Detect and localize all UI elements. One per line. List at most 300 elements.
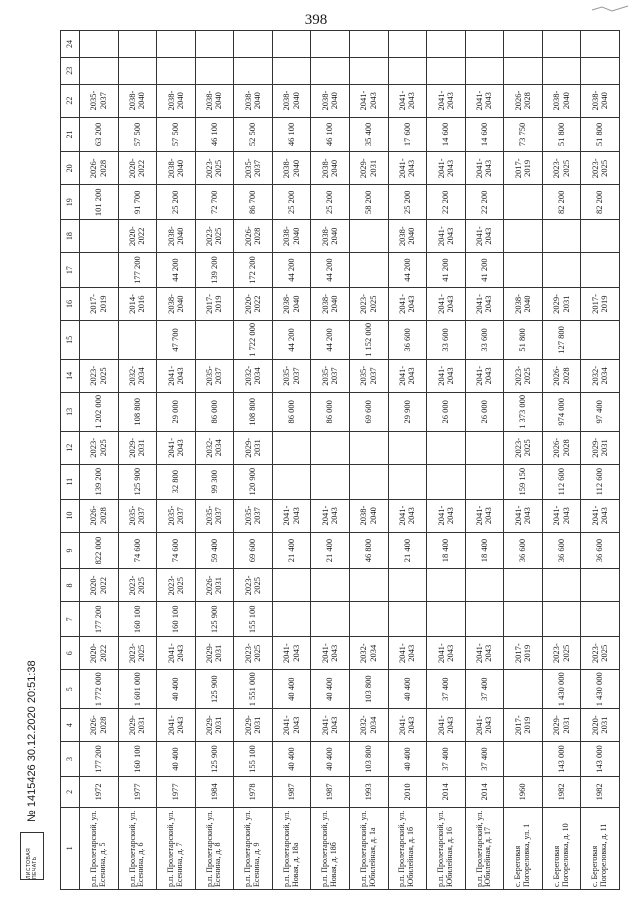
table-cell: 155 100 <box>234 742 273 777</box>
table-cell <box>504 602 543 637</box>
column-header: 20 <box>61 152 80 185</box>
table-cell: 72 700 <box>195 185 234 220</box>
table-cell: 2014 <box>465 777 504 808</box>
table-row <box>234 31 273 890</box>
table-row <box>581 31 620 890</box>
table-cell: 2035-2037 <box>272 359 311 392</box>
table-cell: 2041-2043 <box>465 152 504 185</box>
table-cell: 91 700 <box>118 185 157 220</box>
table-row <box>311 31 350 890</box>
table-cell: 2035-2037 <box>349 359 388 392</box>
table-cell: 160 100 <box>118 602 157 637</box>
table-cell: 44 200 <box>388 253 427 288</box>
table-cell: 1972 <box>80 777 119 808</box>
table-cell: 18 400 <box>465 532 504 569</box>
table-cell: 33 600 <box>465 320 504 359</box>
table-cell <box>388 31 427 58</box>
table-cell <box>311 57 350 84</box>
table-cell: 22 200 <box>465 185 504 220</box>
table-cell: 2038-2040 <box>157 288 196 321</box>
table-cell: 2023-2025 <box>349 288 388 321</box>
table-cell <box>195 320 234 359</box>
table-cell: 2014 <box>427 777 466 808</box>
table-cell: 974 000 <box>542 392 581 431</box>
table-cell: 177 200 <box>80 602 119 637</box>
table-cell <box>349 31 388 58</box>
table-cell: 1 373 000 <box>504 392 543 431</box>
table-cell: 2020-2022 <box>118 220 157 253</box>
table-cell: 2023-2025 <box>157 569 196 602</box>
table-cell: 2035-2037 <box>195 499 234 532</box>
table-cell: 2041-2043 <box>465 499 504 532</box>
table-cell: 2020-2022 <box>118 152 157 185</box>
table-cell <box>581 320 620 359</box>
table-cell: 1977 <box>157 777 196 808</box>
table-cell <box>272 31 311 58</box>
address-cell: р.п. Пролетарский, ул. Есенина, д. 8 <box>195 807 234 889</box>
table-cell: 2038-2040 <box>311 288 350 321</box>
table-cell <box>311 31 350 58</box>
table-row <box>465 31 504 890</box>
table-cell <box>80 320 119 359</box>
table-cell: 2038-2040 <box>504 288 543 321</box>
table-cell: 103 800 <box>349 670 388 709</box>
table-cell <box>427 569 466 602</box>
table-cell: 125 900 <box>195 742 234 777</box>
column-header: 12 <box>61 431 80 464</box>
table-cell: 159 150 <box>504 464 543 499</box>
table-cell: 2035-2037 <box>234 152 273 185</box>
table-cell: 22 200 <box>427 185 466 220</box>
address-cell: р.п. Пролетарский, ул. Юбилейная, д. 16 <box>427 807 466 889</box>
table-cell: 1993 <box>349 777 388 808</box>
table-cell: 125 900 <box>195 602 234 637</box>
column-header: 21 <box>61 117 80 152</box>
table-cell <box>465 464 504 499</box>
table-cell: 2023-2025 <box>80 431 119 464</box>
table-cell: 2041-2043 <box>465 359 504 392</box>
table-cell: 2041-2043 <box>427 84 466 117</box>
table-cell <box>157 31 196 58</box>
table-cell <box>465 431 504 464</box>
table-cell: 2038-2040 <box>272 84 311 117</box>
table-cell <box>504 57 543 84</box>
table-cell: 51 800 <box>581 117 620 152</box>
table-cell: 2041-2043 <box>388 499 427 532</box>
table-cell: 52 500 <box>234 117 273 152</box>
table-cell: 44 200 <box>311 320 350 359</box>
table-row <box>427 31 466 890</box>
table-cell: 2023-2025 <box>581 152 620 185</box>
table-cell: 2029-2031 <box>195 637 234 670</box>
table-body <box>80 31 620 890</box>
address-cell: р.п. Пролетарский, ул. Есенина, д. 7 <box>157 807 196 889</box>
column-header: 5 <box>61 670 80 709</box>
table-cell: 2026-2028 <box>80 499 119 532</box>
table-cell: 86 000 <box>272 392 311 431</box>
table-cell: 82 200 <box>542 185 581 220</box>
table-cell: 2020-2022 <box>80 637 119 670</box>
table-cell: 44 200 <box>311 253 350 288</box>
table-cell <box>118 320 157 359</box>
table-cell: 14 600 <box>465 117 504 152</box>
table-cell: 2041-2043 <box>427 709 466 742</box>
table-cell: 2017-2019 <box>504 152 543 185</box>
table-cell: 69 600 <box>349 392 388 431</box>
table-cell: 125 900 <box>195 670 234 709</box>
table-cell: 2023-2025 <box>234 637 273 670</box>
table-cell: 2023-2025 <box>504 359 543 392</box>
table-cell: 46 100 <box>272 117 311 152</box>
table-cell <box>349 569 388 602</box>
table-cell: 2032-2034 <box>349 709 388 742</box>
table-cell: 32 800 <box>157 464 196 499</box>
table-cell: 2041-2043 <box>465 220 504 253</box>
table-cell <box>388 57 427 84</box>
table-cell: 1 601 000 <box>118 670 157 709</box>
table-cell: 73 750 <box>504 117 543 152</box>
table-cell <box>272 602 311 637</box>
table-cell: 1984 <box>195 777 234 808</box>
table-cell: 40 400 <box>388 742 427 777</box>
table-cell: 2035-2037 <box>80 84 119 117</box>
table-cell: 177 200 <box>80 742 119 777</box>
address-cell: р.п. Пролетарский, ул. Есенина, д. 5 <box>80 807 119 889</box>
table-cell: 2026-2028 <box>80 709 119 742</box>
table-cell: 2041-2043 <box>427 637 466 670</box>
table-cell: 2038-2040 <box>311 84 350 117</box>
table-cell <box>504 253 543 288</box>
table-cell: 86 000 <box>195 392 234 431</box>
table-cell: 177 200 <box>118 253 157 288</box>
address-cell: р.п. Пролетарский, ул. Есенина, д. 9 <box>234 807 273 889</box>
table-cell: 2041-2043 <box>311 709 350 742</box>
table-cell <box>581 31 620 58</box>
table-cell: 1 430 000 <box>581 670 620 709</box>
table-cell: 2032-2034 <box>234 359 273 392</box>
table-cell: 2041-2043 <box>427 152 466 185</box>
address-cell: р.п. Пролетарский, ул. Юбилейная, д. 1б <box>388 807 427 889</box>
table-cell <box>504 220 543 253</box>
table-cell: 2029-2031 <box>234 431 273 464</box>
table-cell: 2041-2043 <box>427 220 466 253</box>
table-cell <box>427 464 466 499</box>
table-cell: 40 400 <box>157 670 196 709</box>
table-cell: 160 100 <box>157 602 196 637</box>
table-cell: 2041-2043 <box>465 84 504 117</box>
table-cell <box>80 253 119 288</box>
table-cell: 36 600 <box>581 532 620 569</box>
table-cell: 40 400 <box>157 742 196 777</box>
table-cell: 2026-2028 <box>80 152 119 185</box>
table-row <box>542 31 581 890</box>
column-header: 10 <box>61 499 80 532</box>
column-header: 6 <box>61 637 80 670</box>
table-row <box>349 31 388 890</box>
table-cell: 40 400 <box>272 742 311 777</box>
address-cell: р.п. Пролетарский, ул. Новая, д. 18а <box>272 807 311 889</box>
table-cell: 2032-2034 <box>349 637 388 670</box>
table-cell: 143 000 <box>581 742 620 777</box>
table-cell: 2023-2025 <box>195 220 234 253</box>
table-cell: 1 551 000 <box>234 670 273 709</box>
table-cell: 37 400 <box>427 670 466 709</box>
page-number: 398 <box>304 12 328 28</box>
table-cell: 86 000 <box>311 392 350 431</box>
table-cell <box>118 31 157 58</box>
table-cell: 2023-2025 <box>195 152 234 185</box>
table-cell: 2029-2031 <box>195 709 234 742</box>
table-row <box>157 31 196 890</box>
table-cell: 2035-2037 <box>157 499 196 532</box>
table-cell <box>80 31 119 58</box>
column-header: 7 <box>61 602 80 637</box>
table-cell <box>465 602 504 637</box>
table-cell: 2023-2025 <box>542 152 581 185</box>
table-cell: 2041-2043 <box>157 637 196 670</box>
table-cell: 2029-2031 <box>542 709 581 742</box>
table-cell: 17 600 <box>388 117 427 152</box>
table-cell: 1 772 000 <box>80 670 119 709</box>
table-cell: 26 000 <box>465 392 504 431</box>
table-cell <box>542 220 581 253</box>
column-header: 13 <box>61 392 80 431</box>
table-cell: 2026-2028 <box>504 84 543 117</box>
table-cell: 172 200 <box>234 253 273 288</box>
table-cell <box>349 220 388 253</box>
table-cell: 69 600 <box>234 532 273 569</box>
table-cell: 35 400 <box>349 117 388 152</box>
table-cell <box>581 602 620 637</box>
table-cell: 36 600 <box>504 532 543 569</box>
table-cell: 2041-2043 <box>542 499 581 532</box>
table-cell: 2023-2025 <box>118 637 157 670</box>
table-cell: 2038-2040 <box>272 152 311 185</box>
table-cell: 2032-2034 <box>581 359 620 392</box>
table-cell: 63 200 <box>80 117 119 152</box>
table-cell: 2014-2016 <box>118 288 157 321</box>
table-cell: 2017-2019 <box>581 288 620 321</box>
column-header: 2 <box>61 777 80 808</box>
table-cell <box>542 602 581 637</box>
table-cell <box>581 220 620 253</box>
table-cell: 1 430 000 <box>542 670 581 709</box>
table-cell: 51 800 <box>504 320 543 359</box>
table-cell: 97 400 <box>581 392 620 431</box>
table-row <box>504 31 543 890</box>
table-cell: 120 900 <box>234 464 273 499</box>
address-cell: с. Береговая Погореловка, ул. 1 <box>504 807 543 889</box>
table-cell <box>388 602 427 637</box>
address-cell: р.п. Пролетарский, ул. Новая, д. 18б <box>311 807 350 889</box>
table-cell: 40 400 <box>388 670 427 709</box>
table-cell: 2038-2040 <box>542 84 581 117</box>
table-cell: 2038-2040 <box>388 220 427 253</box>
column-header: 9 <box>61 532 80 569</box>
table-cell: 1 722 000 <box>234 320 273 359</box>
table-cell <box>272 569 311 602</box>
table-cell <box>80 220 119 253</box>
table-cell: 112 600 <box>581 464 620 499</box>
table-cell: 1977 <box>118 777 157 808</box>
table-cell: 2038-2040 <box>272 220 311 253</box>
table-cell: 2032-2034 <box>195 431 234 464</box>
column-header: 14 <box>61 359 80 392</box>
repair-schedule-table <box>60 30 620 890</box>
table-cell <box>272 431 311 464</box>
table-cell <box>234 57 273 84</box>
table-cell: 108 800 <box>234 392 273 431</box>
table-cell: 2041-2043 <box>504 499 543 532</box>
table-row <box>80 31 119 890</box>
table-cell: 2038-2040 <box>157 152 196 185</box>
table-cell <box>581 57 620 84</box>
table-cell <box>349 431 388 464</box>
table-cell <box>157 57 196 84</box>
table-cell: 51 800 <box>542 117 581 152</box>
table-cell <box>118 57 157 84</box>
table-cell: 103 800 <box>349 742 388 777</box>
table-cell: 99 300 <box>195 464 234 499</box>
table-cell <box>504 569 543 602</box>
table-cell: 1 202 000 <box>80 392 119 431</box>
table-cell: 26 000 <box>427 392 466 431</box>
table-cell: 74 600 <box>118 532 157 569</box>
table-cell: 2023-2025 <box>118 569 157 602</box>
table-cell: 25 200 <box>272 185 311 220</box>
table-cell: 2026-2028 <box>542 359 581 392</box>
table-cell: 44 200 <box>272 320 311 359</box>
table-cell: 2041-2043 <box>465 288 504 321</box>
table-cell <box>427 602 466 637</box>
table-cell <box>542 57 581 84</box>
table-cell <box>234 31 273 58</box>
table-cell: 2017-2019 <box>504 709 543 742</box>
table-cell: 2026-2028 <box>542 431 581 464</box>
table-cell: 112 600 <box>542 464 581 499</box>
table-cell: 29 900 <box>388 392 427 431</box>
table-cell: 2023-2025 <box>542 637 581 670</box>
table-cell: 2023-2025 <box>80 359 119 392</box>
table-cell: 1978 <box>234 777 273 808</box>
table-cell: 1 152 000 <box>349 320 388 359</box>
column-header: 17 <box>61 253 80 288</box>
table-cell <box>272 464 311 499</box>
table-cell <box>504 185 543 220</box>
table-cell: 14 600 <box>427 117 466 152</box>
stamp-logo: ЛИСТОВАЯ ПЕЧАТЬ <box>20 832 44 880</box>
table-cell <box>349 464 388 499</box>
table-cell: 2041-2043 <box>388 84 427 117</box>
table-cell: 25 200 <box>311 185 350 220</box>
table-cell: 2035-2037 <box>234 499 273 532</box>
table-cell <box>195 31 234 58</box>
table-cell: 2029-2031 <box>118 431 157 464</box>
table-cell <box>542 569 581 602</box>
table-cell: 1982 <box>581 777 620 808</box>
table-cell <box>542 253 581 288</box>
table-cell: 40 400 <box>272 670 311 709</box>
table-cell: 2026-2031 <box>195 569 234 602</box>
table-cell: 2032-2034 <box>118 359 157 392</box>
table-cell: 82 200 <box>581 185 620 220</box>
table-cell <box>349 602 388 637</box>
table-cell: 2038-2040 <box>311 152 350 185</box>
table-cell <box>465 31 504 58</box>
table-cell: 21 400 <box>388 532 427 569</box>
table-cell <box>388 464 427 499</box>
table-cell: 2041-2043 <box>427 288 466 321</box>
table-cell: 2023-2025 <box>581 637 620 670</box>
table-cell: 108 800 <box>118 392 157 431</box>
address-cell: р.п. Пролетарский, ул. Юбилейная, д. 1а <box>349 807 388 889</box>
table-cell: 2029-2031 <box>234 709 273 742</box>
address-cell: с. Береговая Погореловка, д. 11 <box>581 807 620 889</box>
table-cell <box>581 253 620 288</box>
table-cell: 41 200 <box>427 253 466 288</box>
table-cell: 2041-2043 <box>272 637 311 670</box>
table-cell: 2038-2040 <box>195 84 234 117</box>
table-cell: 2041-2043 <box>157 359 196 392</box>
header-row <box>61 31 80 890</box>
table-cell: 46 800 <box>349 532 388 569</box>
table-cell: 2035-2037 <box>195 359 234 392</box>
table-cell: 59 400 <box>195 532 234 569</box>
table-cell <box>388 431 427 464</box>
table-cell: 155 100 <box>234 602 273 637</box>
rotated-table-frame <box>60 30 620 890</box>
table-cell: 57 500 <box>118 117 157 152</box>
table-cell <box>311 602 350 637</box>
table-cell <box>581 569 620 602</box>
table-cell <box>542 31 581 58</box>
column-header: 1 <box>61 807 80 889</box>
column-header: 4 <box>61 709 80 742</box>
table-cell: 160 100 <box>118 742 157 777</box>
column-header: 16 <box>61 288 80 321</box>
table-cell: 139 200 <box>80 464 119 499</box>
table-cell <box>349 57 388 84</box>
table-cell: 2029-2031 <box>581 431 620 464</box>
table-cell: 139 200 <box>195 253 234 288</box>
table-cell: 46 100 <box>311 117 350 152</box>
table-cell: 46 100 <box>195 117 234 152</box>
table-cell: 2041-2043 <box>388 359 427 392</box>
table-cell: 2041-2043 <box>465 709 504 742</box>
table-row <box>388 31 427 890</box>
table-cell: 2038-2040 <box>311 220 350 253</box>
column-header: 19 <box>61 185 80 220</box>
table-cell <box>272 57 311 84</box>
table-cell <box>311 431 350 464</box>
table-cell: 25 200 <box>157 185 196 220</box>
column-header: 15 <box>61 320 80 359</box>
table-cell <box>504 670 543 709</box>
table-cell <box>427 57 466 84</box>
table-cell: 2038-2040 <box>118 84 157 117</box>
table-cell: 2035-2037 <box>118 499 157 532</box>
table-cell: 40 400 <box>311 670 350 709</box>
table-cell <box>504 742 543 777</box>
address-cell: р.п. Пролетарский, ул. Юбилейная, д. 17 <box>465 807 504 889</box>
table-cell <box>80 57 119 84</box>
table-cell: 1987 <box>272 777 311 808</box>
document-id: № 1415426 30.12.2020 20:51:38 <box>26 660 38 822</box>
table-cell: 1987 <box>311 777 350 808</box>
column-header: 24 <box>61 31 80 58</box>
table-cell <box>311 464 350 499</box>
table-cell: 2041-2043 <box>388 637 427 670</box>
